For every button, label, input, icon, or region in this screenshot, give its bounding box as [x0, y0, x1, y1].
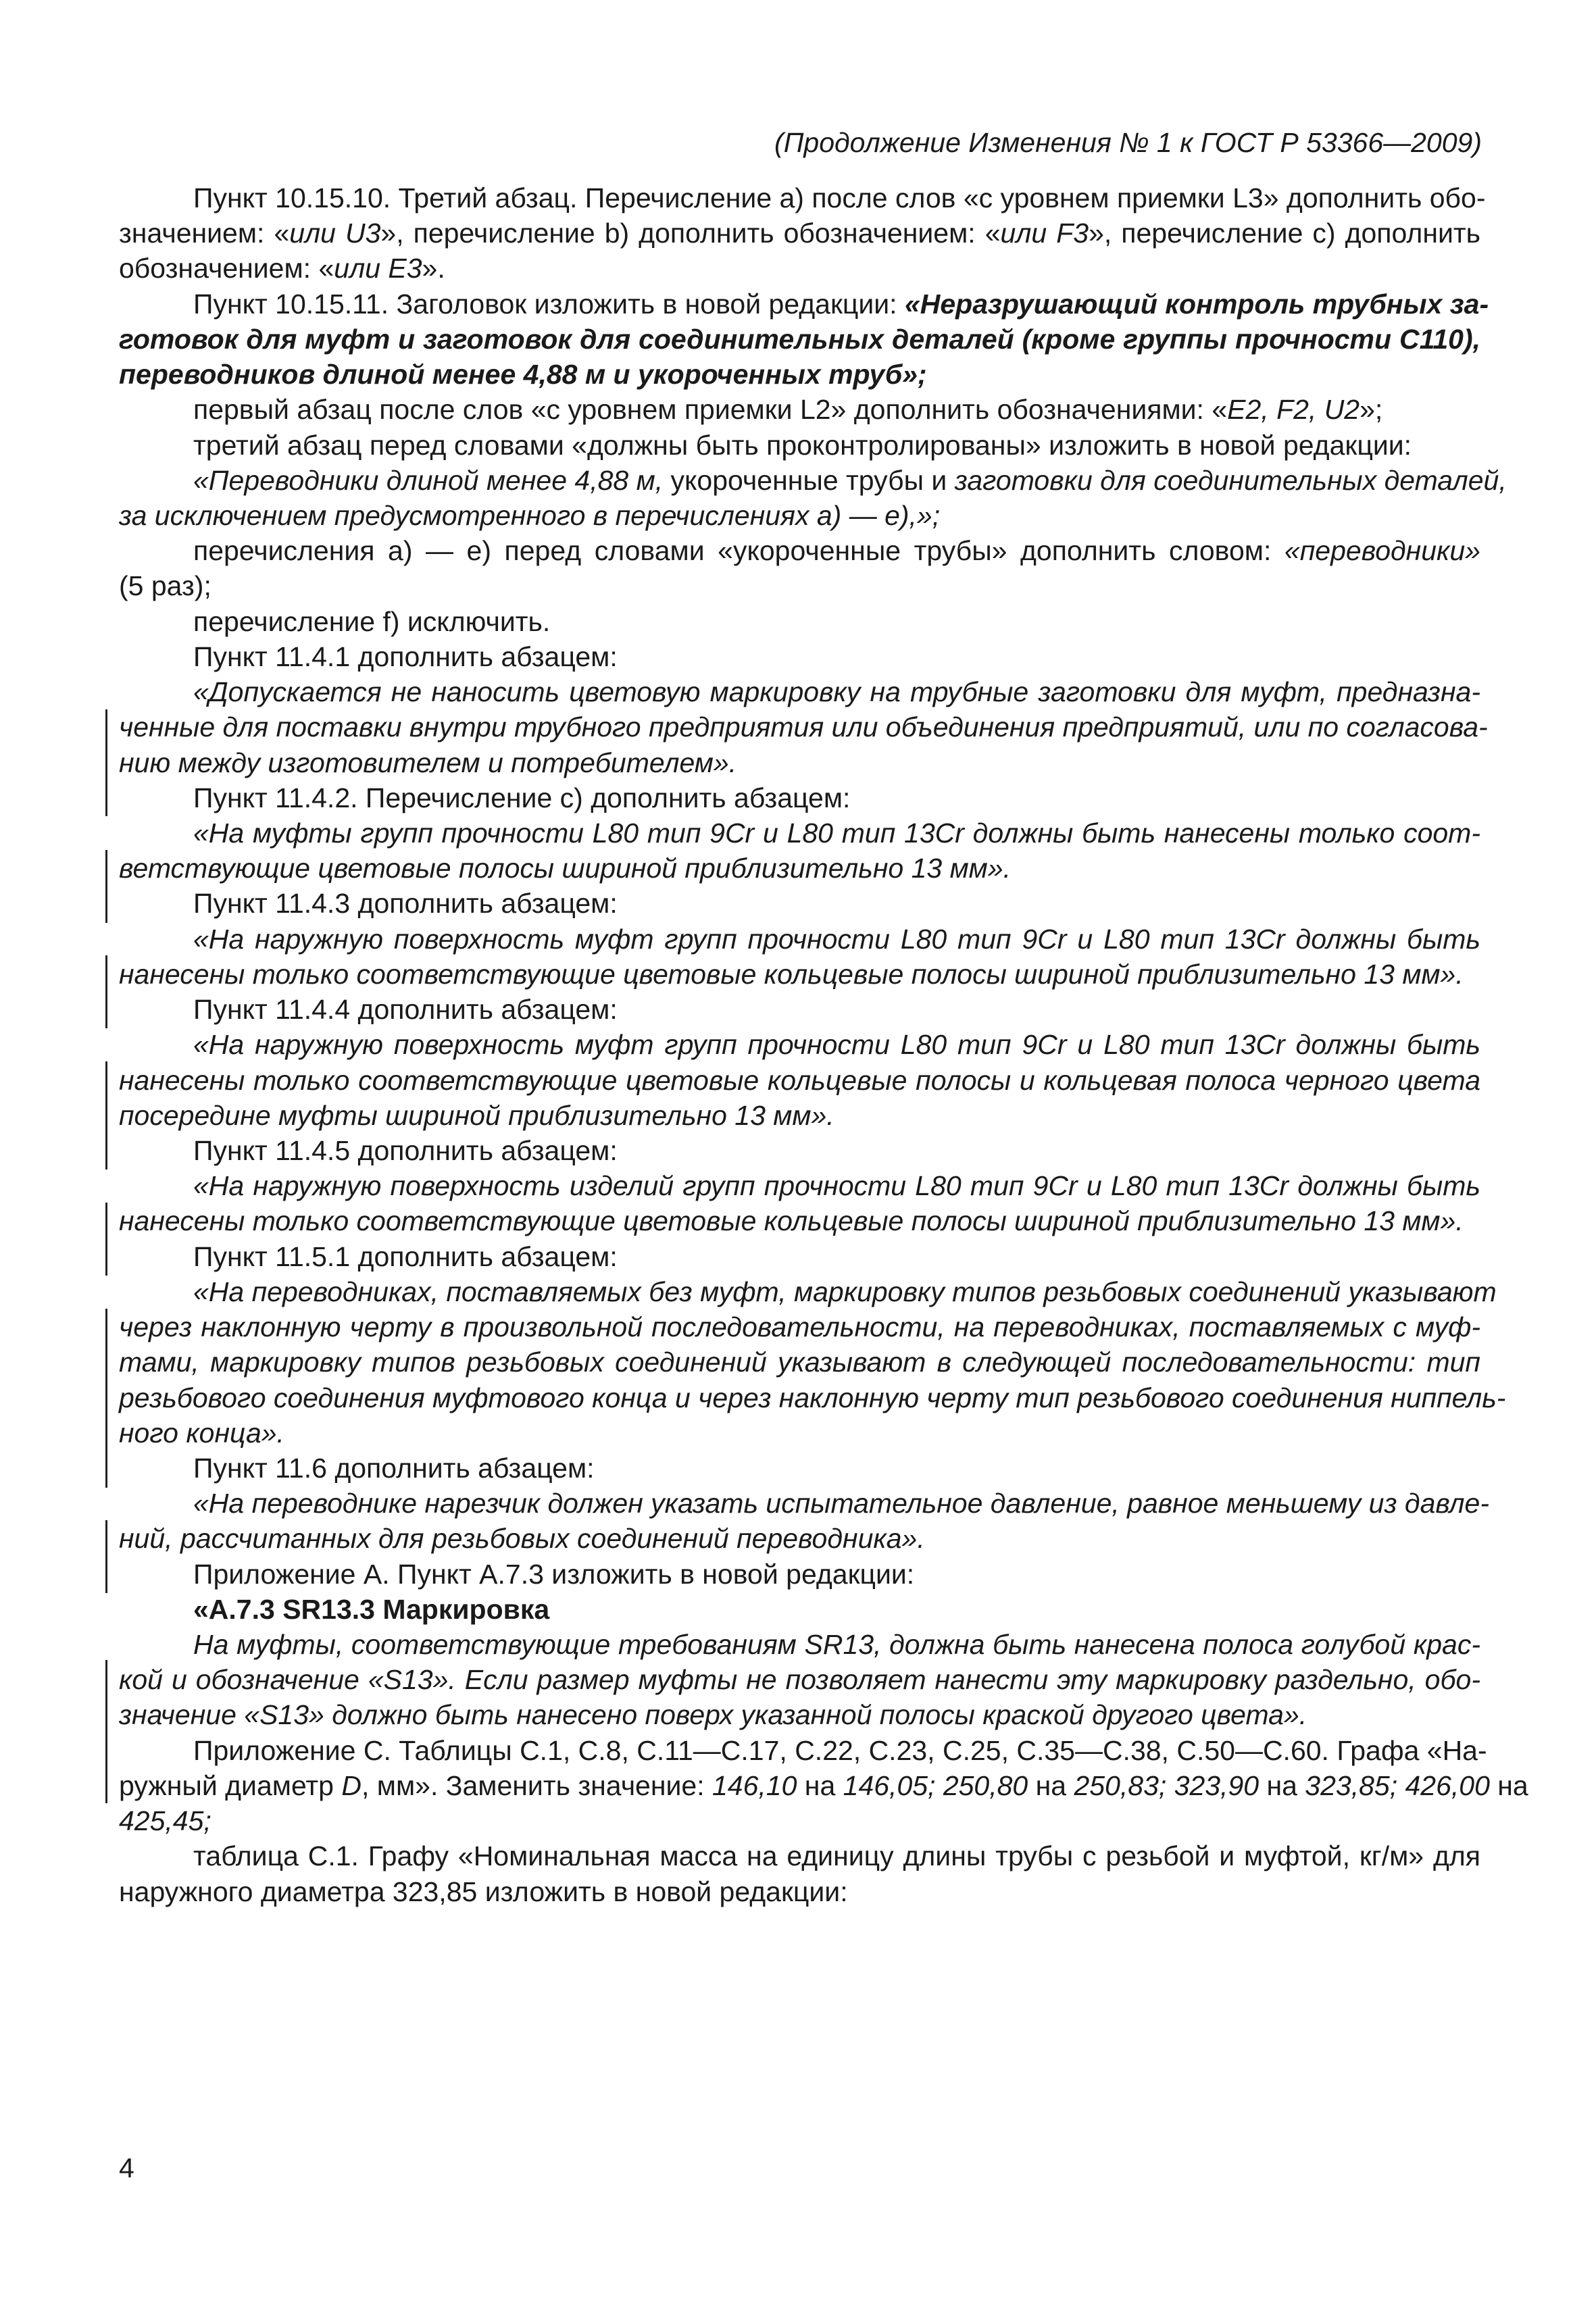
text-line: «На муфты групп прочности L80 тип 9Cr и L80 тип 13Cr должны быть нанесены только соот-: [193, 818, 1480, 849]
change-bar: [105, 1309, 107, 1488]
text-line: ченные для поставки внутри трубного предприятия или объединения предприятий, или по согласова-: [119, 711, 1488, 743]
text-line: обозначением: «или Е3».: [119, 253, 445, 284]
text-line: Пункт 11.4.5 дополнить абзацем:: [193, 1135, 618, 1166]
text-line: готовок для муфт и заготовок для соединительных деталей (кроме группы прочности С110),: [119, 324, 1480, 355]
text-line: Пункт 11.4.4 дополнить абзацем:: [193, 994, 618, 1025]
text-line: Пункт 11.4.2. Перечисление с) дополнить абзацем:: [193, 782, 851, 813]
text-line: Приложение С. Таблицы С.1, С.8, С.11—С.17, С.22, С.23, С.25, С.35—С.38, С.50—С.60. Графа «На-: [193, 1735, 1487, 1766]
text-line: 425,45;: [119, 1805, 211, 1836]
text-line: значение «S13» должно быть нанесено поверх указанной полосы краской другого цвета».: [119, 1699, 1307, 1730]
text-line: перечисление f) исключить.: [193, 606, 551, 637]
page-number: 4: [119, 2153, 134, 2184]
text-line: нанесены только соответствующие цветовые кольцевые полосы шириной приблизительно 13 мм».: [119, 959, 1464, 990]
text-line: через наклонную черту в произвольной последовательности, на переводниках, поставляемых с муф-: [119, 1311, 1480, 1342]
text-line: Пункт 10.15.11. Заголовок изложить в новой редакции: «Неразрушающий контроль трубных за-: [193, 288, 1489, 320]
text-line: Пункт 11.4.3 дополнить абзацем:: [193, 888, 618, 919]
text-line: ружный диаметр D, мм». Заменить значение: 146,10 на 146,05; 250,80 на 250,83; 323,90 на 323,85; 426,00 на: [119, 1770, 1528, 1801]
change-bar: [105, 850, 107, 923]
text-line: «Допускается не наносить цветовую маркировку на трубные заготовки для муфт, предназна-: [193, 676, 1480, 707]
text-line: кой и обозначение «S13». Если размер муфты не позволяет нанести эту маркировку раздельно, обо-: [119, 1664, 1480, 1695]
text-line: Пункт 11.4.1 дополнить абзацем:: [193, 641, 618, 672]
text-line: Пункт 10.15.10. Третий абзац. Перечисление а) после слов «с уровнем приемки L3» дополнить обо-: [193, 182, 1486, 213]
text-line: ний, рассчитанных для резьбовых соединений переводника».: [119, 1523, 925, 1554]
text-line: третий абзац перед словами «должны быть проконтролированы» изложить в новой редакции:: [193, 430, 1412, 461]
text-line: «На переводнике нарезчик должен указать испытательное давление, равное меньшему из давле-: [193, 1488, 1489, 1519]
text-line: «Переводники длиной менее 4,88 м, укороченные трубы и заготовки для соединительных деталей,: [193, 465, 1507, 496]
change-bar: [105, 1520, 107, 1593]
change-bar: [105, 1203, 107, 1276]
text-line: Приложение А. Пункт А.7.3 изложить в новой редакции:: [193, 1559, 915, 1590]
text-line: значением: «или U3», перечисление b) дополнить обозначением: «или F3», перечисление с) дополнить: [119, 218, 1480, 249]
running-header: (Продолжение Изменения № 1 к ГОСТ Р 53366—2009): [774, 127, 1482, 158]
text-line: первый абзац после слов «с уровнем приемки L2» дополнить обозначениями: «Е2, F2, U2»;: [193, 394, 1383, 425]
change-bar: [105, 955, 107, 1028]
text-line: ного конца».: [119, 1417, 284, 1449]
text-line: ветствующие цветовые полосы шириной приблизительно 13 мм».: [119, 853, 1011, 884]
text-line: Пункт 11.5.1 дополнить абзацем:: [193, 1241, 618, 1272]
text-line: тами, маркировку типов резьбовых соединений указывают в следующей последовательности: тип: [119, 1347, 1480, 1378]
text-line: «На наружную поверхность муфт групп прочности L80 тип 9Cr и L80 тип 13Cr должны быть: [193, 924, 1480, 955]
text-line: за исключением предусмотренного в перечислениях а) — е),»;: [119, 500, 941, 531]
change-bar: [105, 1660, 107, 1803]
text-line: нанесены только соответствующие цветовые кольцевые полосы и кольцевая полоса черного цвета: [119, 1065, 1480, 1096]
text-line: На муфты, соответствующие требованиям SR13, должна быть нанесена полоса голубой крас-: [193, 1629, 1480, 1660]
text-line: перечисления а) — е) перед словами «укороченные трубы» дополнить словом: «переводники»: [193, 535, 1480, 566]
text-line: таблица С.1. Графу «Номинальная масса на единицу длины трубы с резьбой и муфтой, кг/м» для: [193, 1840, 1480, 1871]
text-line: посередине муфты шириной приблизительно 13 мм».: [119, 1100, 834, 1131]
text-line: (5 раз);: [119, 570, 211, 601]
text-line: «На наружную поверхность изделий групп прочности L80 тип 9Cr и L80 тип 13Cr должны быть: [193, 1170, 1480, 1201]
change-bar: [105, 1061, 107, 1169]
text-line: Пункт 11.6 дополнить абзацем:: [193, 1453, 595, 1484]
text-line: «На переводниках, поставляемых без муфт, маркировку типов резьбовых соединений указывают: [193, 1276, 1497, 1307]
text-line: резьбового соединения муфтового конца и через наклонную черту тип резьбового соединения ниппель-: [119, 1382, 1506, 1413]
section-heading: «А.7.3 SR13.3 Маркировка: [193, 1594, 550, 1625]
text-line: «На наружную поверхность муфт групп прочности L80 тип 9Cr и L80 тип 13Cr должны быть: [193, 1029, 1480, 1060]
change-bar: [105, 709, 107, 816]
text-line: нанесены только соответствующие цветовые кольцевые полосы шириной приблизительно 13 мм».: [119, 1205, 1464, 1236]
text-line: нию между изготовителем и потребителем».: [119, 747, 737, 778]
text-line: наружного диаметра 323,85 изложить в новой редакции:: [119, 1876, 848, 1907]
text-line: переводников длиной менее 4,88 м и укороченных труб»;: [119, 359, 927, 390]
